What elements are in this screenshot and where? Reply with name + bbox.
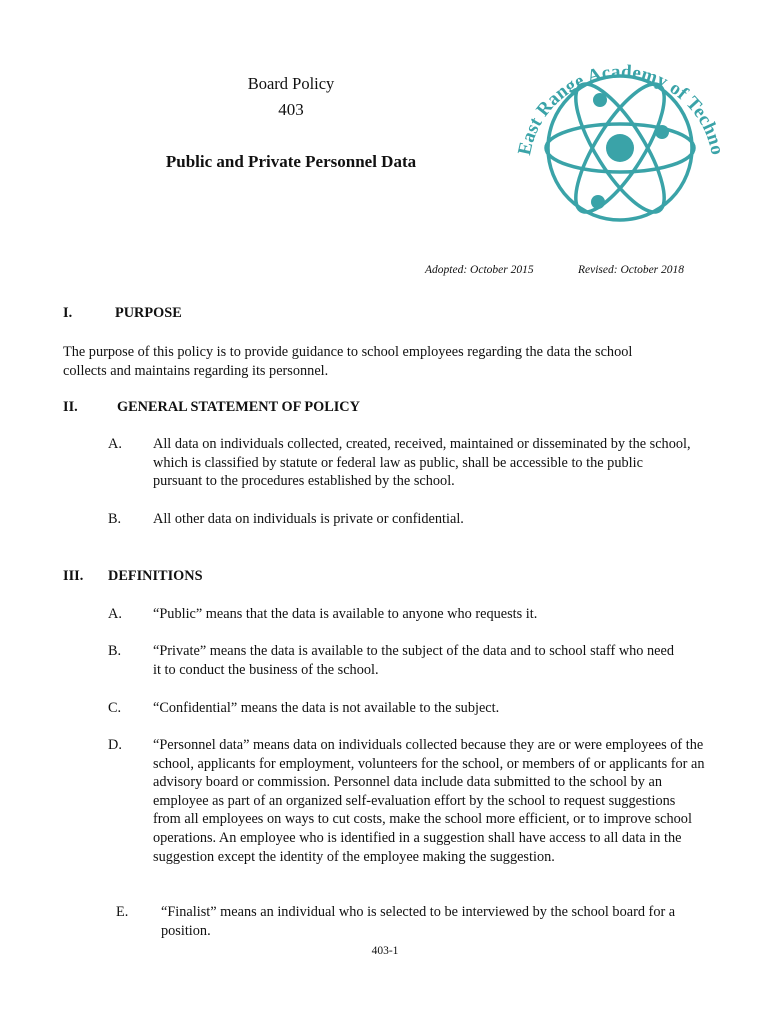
adopted-date: Adopted: October 2015 [425, 264, 534, 276]
section-title-general-statement: GENERAL STATEMENT OF POLICY [117, 399, 360, 415]
page-title: Public and Private Personnel Data [165, 152, 417, 171]
list-item-letter: B. [108, 643, 122, 659]
list-item-text: “Finalist” means an individual who is selected to be interviewed by the school board for a position. [161, 904, 676, 939]
section-title-purpose: PURPOSE [115, 305, 182, 321]
board-policy-label: Board Policy [247, 74, 335, 93]
logo-text: East Range Academy of Techn [514, 61, 724, 158]
list-item-text: All data on individuals collected, created, received, maintained or disseminated by the school, which is classified by statute or federal law as public, shall be accessible to the public pursuant to the procedures established by the school. [153, 436, 691, 490]
school-logo [512, 44, 724, 222]
list-item-text: “Private” means the data is available to the subject of the data and to school staff who need it to conduct the business of the school. [153, 643, 674, 678]
list-item-letter: B. [108, 511, 122, 527]
atom-icon [512, 44, 724, 222]
list-item-letter: E. [116, 904, 129, 920]
list-item-text: “Public” means that the data is available to anyone who requests it. [153, 606, 538, 622]
list-item-letter: D. [108, 737, 122, 753]
policy-number: 403 [278, 100, 304, 119]
section-number: II. [63, 399, 78, 415]
list-item-letter: C. [108, 700, 122, 716]
list-item-text: All other data on individuals is private or confidential. [153, 511, 464, 527]
section-number: III. [63, 568, 84, 584]
section-title-definitions: DEFINITIONS [108, 568, 203, 584]
purpose-text: The purpose of this policy is to provide guidance to school employees regarding the data the school collects and maintains regarding its personnel. [63, 344, 633, 379]
page-number: 403-1 [371, 945, 399, 957]
list-item-text: “Personnel data” means data on individuals collected because they are or were employees of the school, applicants for employment, volunteers for the school, or members of or applicants for an advisory board or commission. Personnel data include data submitted to the school by an employee as part of an organized self-evaluation effort by the school to request suggestions from all employees on ways to cut costs, make the school more efficient, or to improve school operations. An employee who is identified in a suggestion shall have access to all data in the suggestion except the identity of the employee making the suggestion. [153, 737, 705, 865]
list-item-text: “Confidential” means the data is not available to the subject. [153, 700, 500, 716]
revised-date: Revised: October 2018 [578, 264, 685, 276]
section-number: I. [63, 305, 73, 321]
list-item-letter: A. [108, 606, 122, 622]
list-item-letter: A. [108, 436, 122, 452]
